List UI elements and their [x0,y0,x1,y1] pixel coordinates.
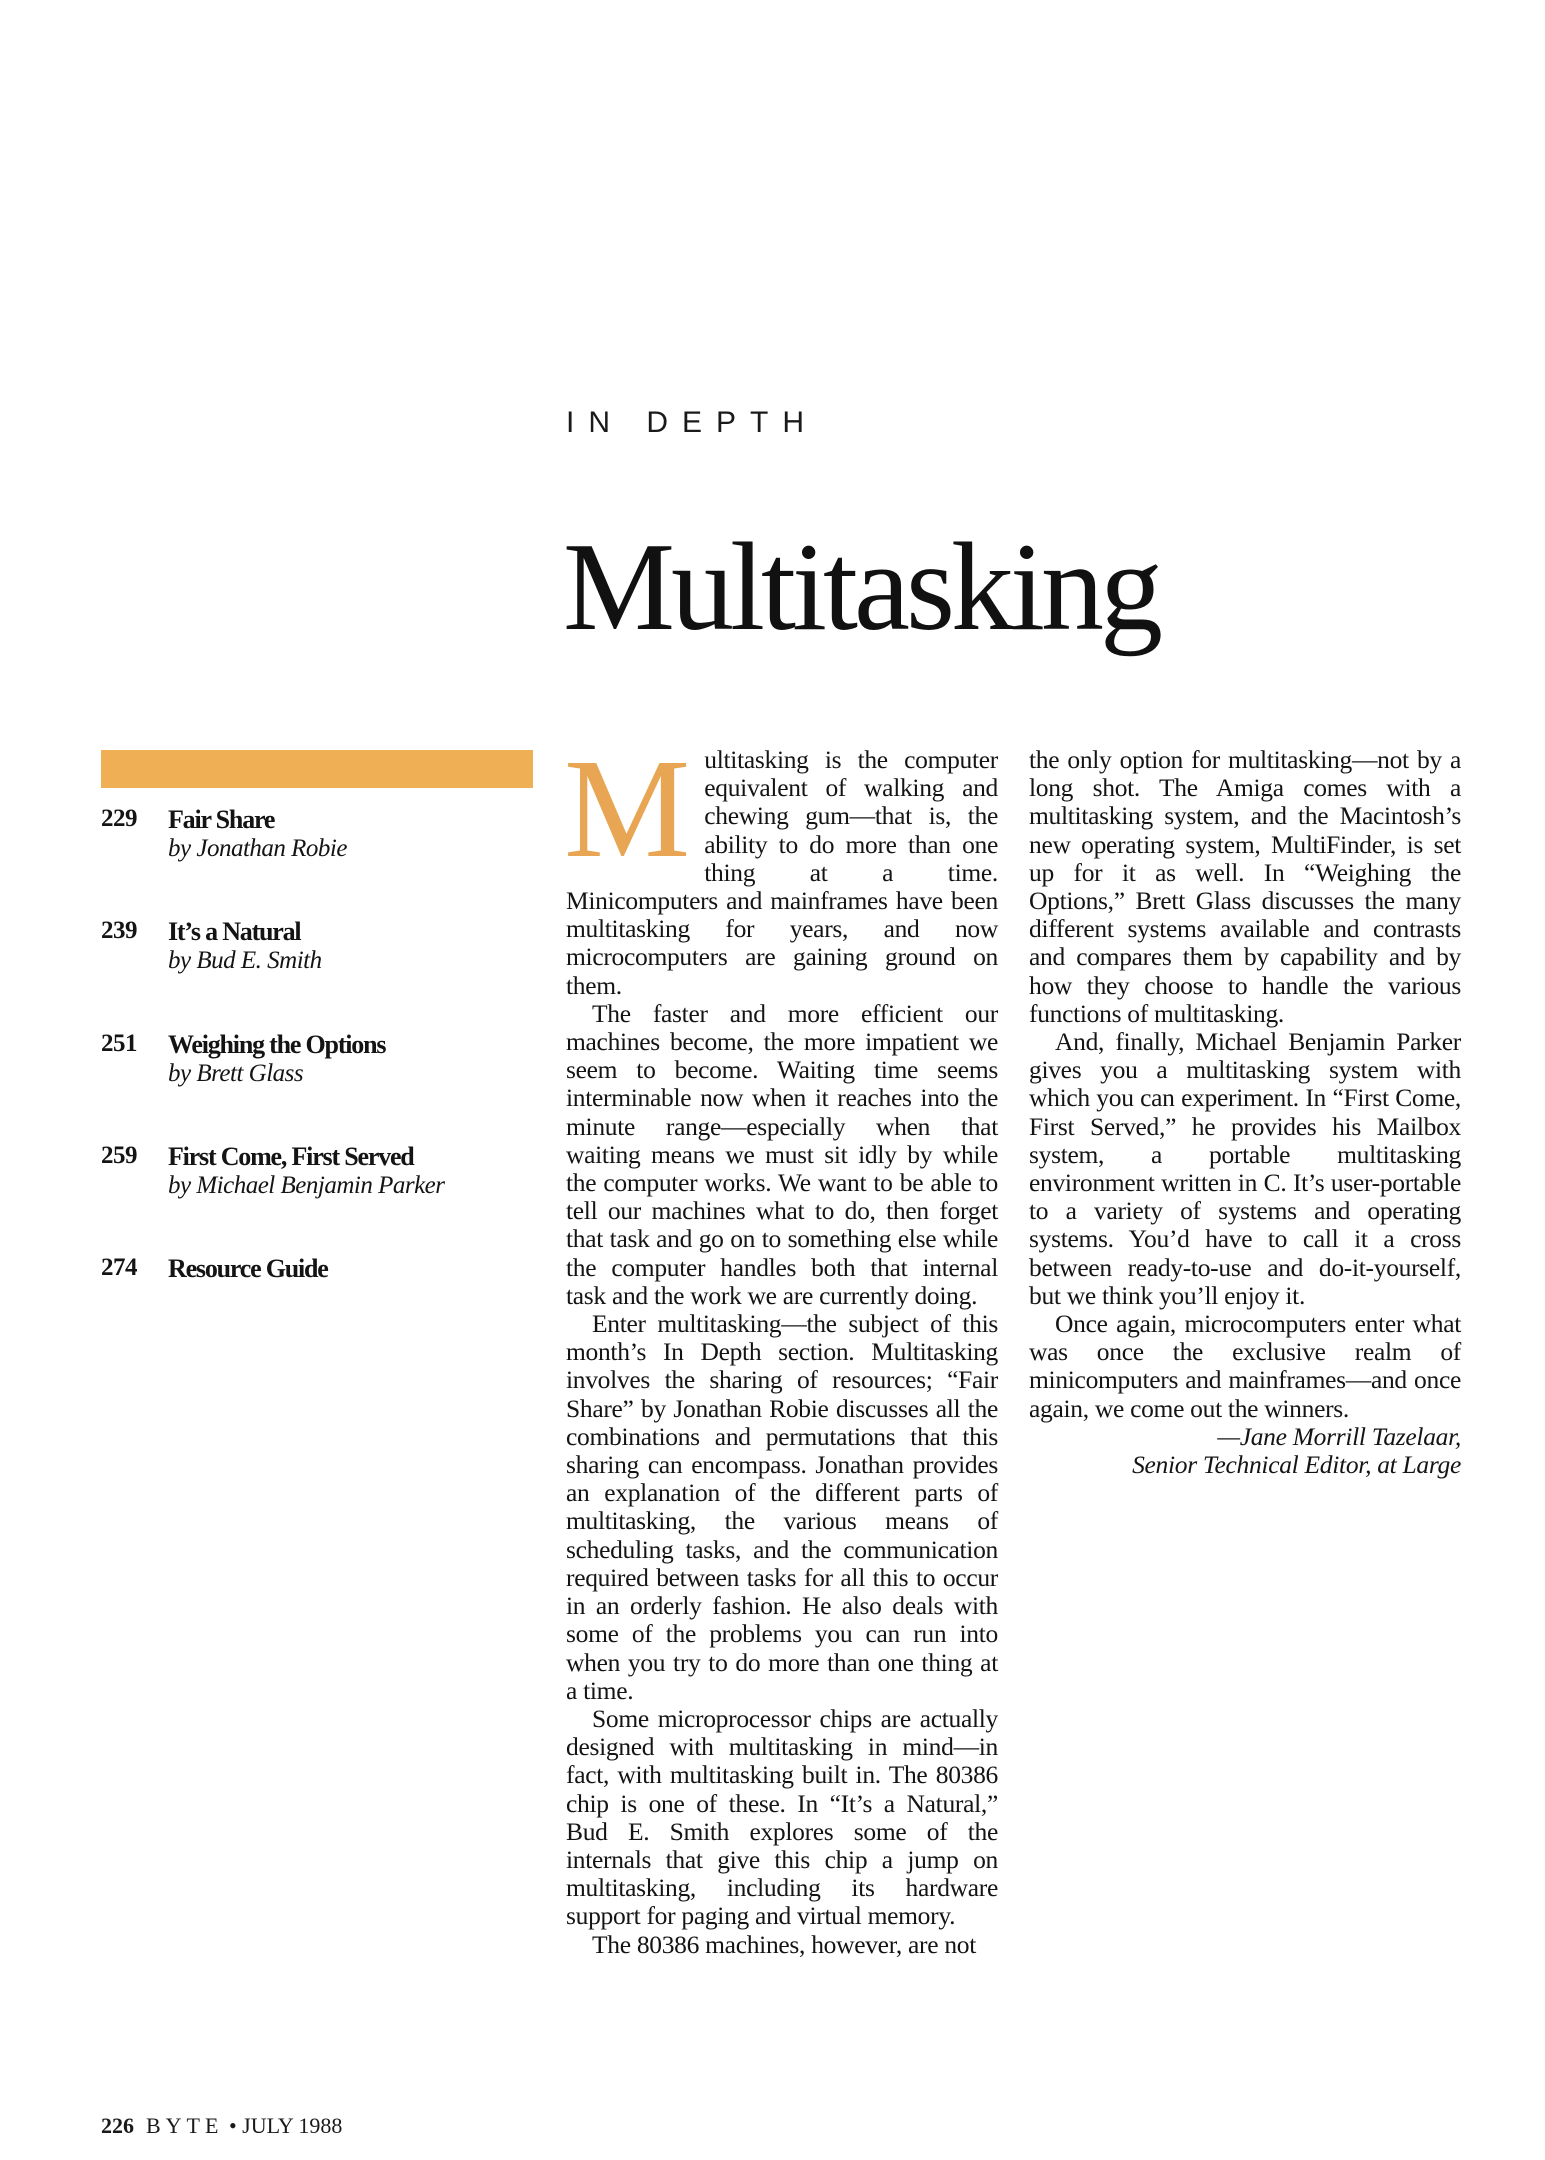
toc-article-title: Fair Share [168,805,275,834]
toc-page-number: 251 [101,1030,137,1057]
page-title: Multitasking [563,518,1160,657]
body-column-1 [564,729,998,1959]
toc-article-author: by Brett Glass [168,1060,304,1087]
toc-article-author: by Bud E. Smith [168,947,322,974]
page-footer [101,2113,342,2139]
footer-page-number: 226 [101,2113,134,2138]
signature-title: Senior Technical Editor, at Large [1132,1450,1461,1480]
toc-page-number: 239 [101,917,137,944]
body-paragraph [564,729,998,1000]
toc-page-number: 229 [101,805,137,832]
toc-article-title: Weighing the Options [168,1030,386,1059]
toc-article-author: by Jonathan Robie [168,835,347,862]
toc-article-title: First Come, First Served [168,1142,414,1171]
signature-name: —Jane Morrill Tazelaar, [1217,1421,1461,1451]
footer-issue-date: JULY 1988 [242,2113,343,2138]
body-paragraph: The faster and more efficient our machines become, the more impatient we seem to become. Waiting time seems interminable now when it reaches into the minute range—especially when that waiting means we must sit idly by while the computer works. We want to be able to tell our machines what to do, then forget that task and go on to something else while the computer handles both that internal task and the work we are currently doing. [566,998,998,1310]
toc-page-number: 259 [101,1142,137,1169]
body-paragraph: The 80386 machines, however, are not [592,1929,977,1959]
toc-article-author: by Michael Benjamin Parker [168,1172,445,1199]
body-paragraph: the only option for multitasking—not by a long shot. The Amiga comes with a multitasking system, and the Macintosh’s new operating system, MultiFinder, is set up for it as well. In “Weighing the Options,” Brett Glass discusses the many different systems available and contrasts and compares them by capability and by how they choose to handle the various functions of multitasking. [1029,745,1461,1028]
body-paragraph: And, finally, Michael Benjamin Parker gives you a multitasking system with which you can experiment. In “First Come, First Served,” he provides his Mailbox system, a portable multitasking environment written in C. It’s user-portable to a variety of systems and operating systems. You’d have to call it a cross between ready-to-use and do-it-yourself, but we think you’ll enjoy it. [1029,1027,1461,1310]
body-paragraph: Enter multitasking—the subject of this month’s In Depth section. Multitasking involves the sharing of resources; “Fair Share” by Jonathan Robie discusses all the combinations and permutations that this sharing can encompass. Jonathan provides an explanation of the different parts of multitasking, the various means of scheduling tasks, and the communication required between tasks for all this to occur in an orderly fashion. He also deals with some of the problems you can run into when you try to do more than one thing at a time. [566,1309,998,1705]
drop-cap: M [564,729,691,887]
paragraph-text: ultitasking is the computer equivalent of walking and chewing gum—that is, the ability to do more than one thing at a time. Minicomputers and mainframes have been multitasking for years, and now microcomputers are gaining ground on them. [566,745,998,1000]
section-label: IN DEPTH [566,406,819,439]
footer-separator: • [228,2113,237,2138]
body-paragraph: Once again, microcomputers enter what was once the exclusive realm of minicomputers and mainframes—and once again, we come out the winners. [1029,1309,1461,1423]
body-column-2 [1029,746,1461,1479]
body-paragraph: Some microprocessor chips are actually designed with multitasking in mind—in fact, with multitasking built in. The 80386 chip is one of these. In “It’s a Natural,” Bud E. Smith explores some of the internals that give this chip a jump on multitasking, including its hardware support for paging and virtual memory. [566,1703,998,1931]
footer-magazine-name: BYTE [146,2113,224,2138]
toc-article-title: Resource Guide [168,1254,328,1283]
toc-article-title: It’s a Natural [168,917,301,946]
toc-page-number: 274 [101,1254,137,1281]
toc-accent-bar [101,750,533,788]
